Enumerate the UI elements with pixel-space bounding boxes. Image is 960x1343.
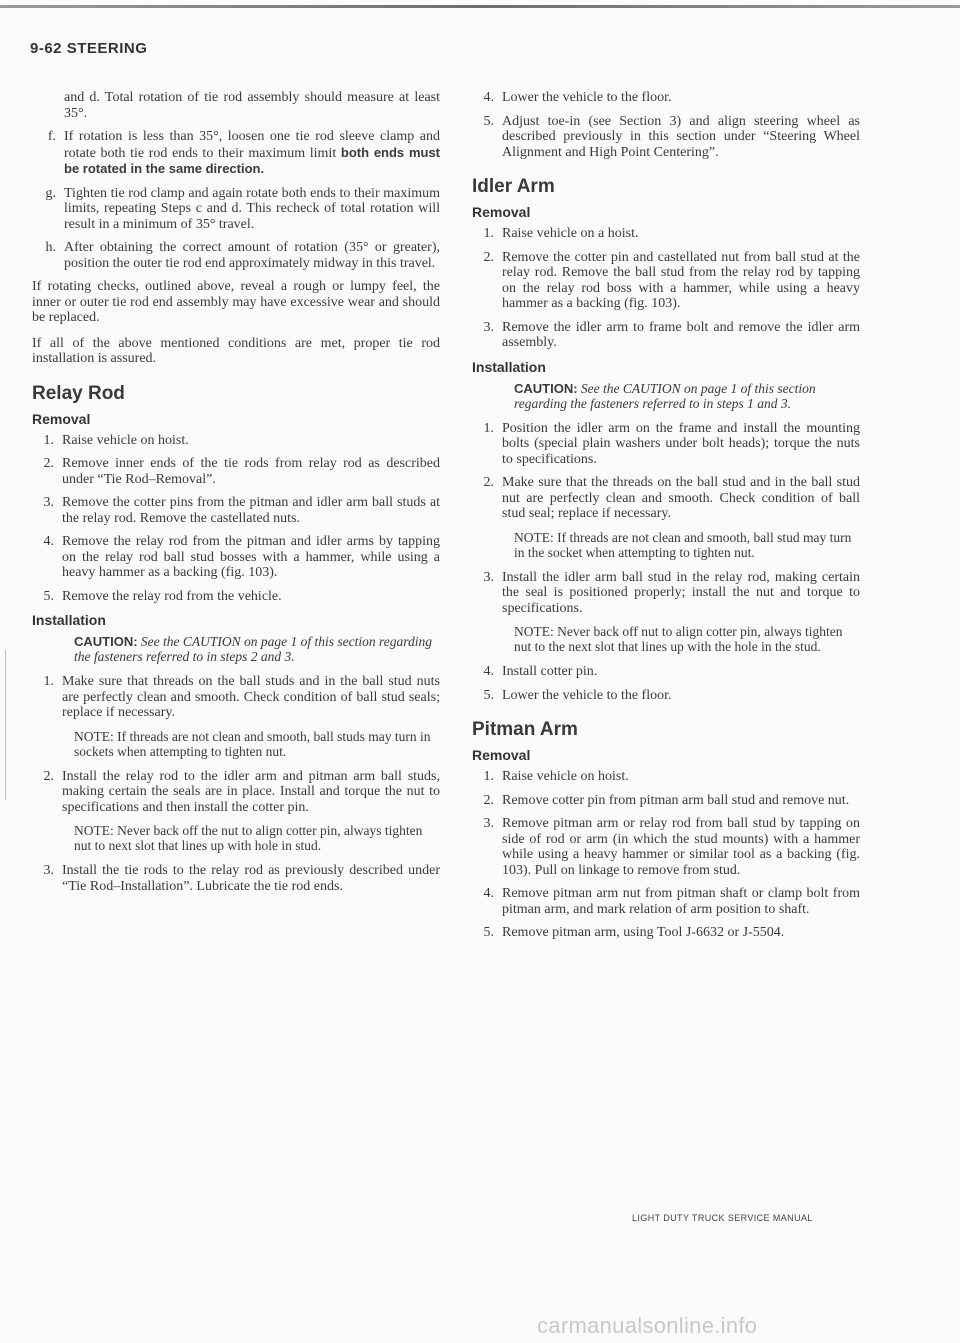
- step-number: 1.: [483, 769, 494, 784]
- emphasis-text: both ends must be rotated in the same direction.: [64, 144, 441, 176]
- step-text: Remove cotter pin from pitman arm ball stud and remove nut.: [502, 792, 850, 808]
- step-number: 1.: [43, 432, 54, 448]
- list-item: [30, 674, 440, 721]
- right-column: [470, 90, 860, 949]
- list-item: [470, 475, 860, 522]
- step-letter: g.: [45, 185, 56, 201]
- step-text: Position the idler arm on the frame and install the mounting bolts (special plain washers under bolt heads); torque the nuts to specifications.: [502, 420, 860, 467]
- step-text: Install the idler arm ball stud in the relay rod, making certain the seal is positioned properly; install the nut and torque to specifications.: [502, 569, 860, 616]
- list-item: [30, 863, 440, 894]
- section-title-relay-rod: Relay Rod: [32, 382, 125, 404]
- list-item: [470, 90, 860, 106]
- caution-text: See the CAUTION on page 1 of this section regarding the fasteners referred to in steps 2 and 3.: [74, 634, 433, 664]
- list-item: [30, 433, 440, 449]
- step-text: Remove pitman arm nut from pitman shaft or clamp bolt from pitman arm, and mark relation of arm position to shaft.: [502, 886, 860, 917]
- step-number: 5.: [43, 588, 54, 604]
- step-text: Make sure that threads on the ball studs and in the ball stud nuts are perfectly clean and smooth. Check condition of ball stud seals; replace if necessary.: [62, 674, 440, 720]
- step-text: Remove the relay rod from the vehicle.: [62, 588, 282, 604]
- step-number: 4.: [43, 534, 54, 549]
- manual-footer: LIGHT DUTY TRUCK SERVICE MANUAL: [632, 1213, 813, 1223]
- list-item: [470, 421, 860, 468]
- step-text: Remove pitman arm or relay rod from ball stud by tapping on side of rod or arm (in which the stud mounts) with a hammer while using a heavy hammer or similar tool as a backing (fig. 103). Pull on linkage to remove from stud.: [502, 816, 860, 878]
- list-item: [470, 664, 860, 680]
- step-text: Tighten tie rod clamp and again rotate both ends to their maximum limits, repeating Steps c and d. This recheck of total rotation will result in a minimum of 35° travel.: [64, 185, 440, 232]
- note: NOTE: Never back off the nut to align cotter pin, always tighten nut to next slot that lines up with hole in stud.: [74, 823, 423, 853]
- step-text: Remove the idler arm to frame bolt and remove the idler arm assembly.: [502, 319, 860, 350]
- step-f: [30, 129, 440, 178]
- subsection-installation: Installation: [472, 358, 546, 375]
- list-item: [30, 534, 440, 581]
- step-text: Lower the vehicle to the floor.: [502, 687, 672, 703]
- step-text: Make sure that the threads on the ball stud and in the ball stud nut are perfectly clean and smooth. Check condition of ball stud seal; replace if necessary.: [502, 475, 860, 521]
- watermark: carmanualsonline.info: [537, 1313, 758, 1338]
- list-item: [470, 570, 860, 617]
- step-number: 3.: [43, 863, 54, 878]
- step-text: Remove inner ends of the tie rods from relay rod as described under “Tie Rod–Removal”.: [62, 456, 440, 487]
- step-text: Install the tie rods to the relay rod as previously described under “Tie Rod–Installation”. Lubricate the tie rod ends.: [62, 863, 440, 894]
- step-text: Lower the vehicle to the floor.: [502, 90, 672, 105]
- step-number: 1.: [483, 226, 494, 241]
- step-text: If rotation is less than 35°, loosen one tie rod sleeve clamp and rotate both tie rod ends to their maximum limit both ends must be rotated in the same direction.: [64, 129, 441, 176]
- step-e-continuation: and d. Total rotation of tie rod assembly should measure at least 35°.: [64, 90, 440, 121]
- step-h: [30, 240, 440, 271]
- subsection-removal: Removal: [32, 410, 91, 427]
- subsection-removal: Removal: [472, 747, 531, 763]
- step-number: 3.: [483, 816, 494, 831]
- list-item: [470, 886, 860, 917]
- step-number: 5.: [483, 925, 494, 940]
- list-item: [30, 456, 440, 487]
- step-g: [30, 186, 440, 233]
- step-number: 3.: [43, 495, 54, 510]
- step-text: Remove the relay rod from the pitman and idler arms by tapping on the relay rod ball stud bosses with a hammer, while using a heavy hammer as a backing (fig. 103).: [62, 534, 440, 580]
- step-number: 1.: [483, 420, 494, 436]
- list-item: [470, 816, 860, 878]
- step-number: 2.: [483, 249, 494, 265]
- step-text: Adjust toe-in (see Section 3) and align steering wheel as described previously in this section under “Steering Wheel Alignment and High Point Centering”.: [502, 113, 860, 160]
- step-letter: h.: [45, 240, 56, 255]
- step-number: 2.: [483, 792, 494, 808]
- step-text: Raise vehicle on hoist.: [502, 769, 629, 784]
- paragraph: If all of the above mentioned conditions are met, proper tie rod installation is assured.: [32, 335, 440, 366]
- section-title-pitman-arm: Pitman Arm: [472, 719, 578, 740]
- note: NOTE: Never back off nut to align cotter pin, always tighten nut to the next slot that lines up with the hole in the stud.: [514, 624, 843, 654]
- caution-text: See the CAUTION on page 1 of this section regarding the fasteners referred to in steps 1 and 3.: [514, 380, 816, 411]
- top-rule: [0, 5, 960, 8]
- step-number: 3.: [483, 569, 494, 585]
- step-number: 5.: [483, 113, 494, 129]
- page-title: 9-62 STEERING: [30, 40, 148, 57]
- step-number: 1.: [43, 674, 54, 689]
- step-text: Remove the cotter pin and castellated nut from ball stud at the relay rod. Remove the ball stud from the relay rod by tapping on the relay rod boss with a hammer, while using a heavy hammer as a backing (fig. 103).: [502, 249, 860, 311]
- list-item: [470, 226, 860, 242]
- caution-label: CAUTION:: [74, 634, 138, 649]
- step-letter: f.: [47, 129, 56, 144]
- caution-note: [514, 381, 860, 411]
- step-number: 2.: [43, 456, 54, 471]
- list-item: [470, 688, 860, 704]
- list-item: [30, 589, 440, 605]
- note: NOTE: If threads are not clean and smooth, ball studs may turn in sockets when attempting to tighten nut.: [74, 728, 431, 759]
- list-item: [30, 769, 440, 816]
- list-item: [30, 495, 440, 526]
- step-number: 4.: [483, 90, 494, 105]
- step-text: Remove the cotter pins from the pitman and idler arm ball studs at the relay rod. Remove the castellated nuts.: [62, 495, 440, 526]
- subsection-removal: Removal: [472, 204, 531, 220]
- list-item: [470, 769, 860, 785]
- step-text: Install the relay rod to the idler arm and pitman arm ball studs, making certain the seals are in place. Install and torque the nut to specifications and then install the cotter pin.: [62, 768, 440, 815]
- caution-label: CAUTION:: [514, 380, 578, 396]
- step-text: Raise vehicle on a hoist.: [502, 226, 639, 241]
- step-number: 5.: [483, 687, 494, 703]
- step-text: Install cotter pin.: [502, 664, 598, 679]
- subsection-installation: Installation: [32, 612, 106, 628]
- list-item: [470, 114, 860, 161]
- note: NOTE: If threads are not clean and smooth, ball stud may turn in the socket when attempting to tighten nut.: [514, 529, 852, 560]
- left-column: [30, 90, 440, 902]
- step-text: Remove pitman arm, using Tool J-6632 or J-5504.: [502, 925, 785, 940]
- step-number: 2.: [43, 768, 54, 784]
- step-number: 2.: [483, 475, 494, 490]
- step-text: After obtaining the correct amount of rotation (35° or greater), position the outer tie rod end approximately midway in this travel.: [64, 240, 440, 271]
- caution-note: [74, 634, 440, 664]
- list-item: [470, 250, 860, 312]
- list-item: [470, 320, 860, 351]
- step-text: Raise vehicle on hoist.: [62, 432, 189, 448]
- step-number: 4.: [483, 664, 494, 679]
- scan-margin-mark: [5, 650, 6, 800]
- list-item: [470, 925, 860, 941]
- step-number: 4.: [483, 886, 494, 901]
- section-title-idler-arm: Idler Arm: [472, 176, 555, 197]
- paragraph: If rotating checks, outlined above, reveal a rough or lumpy feel, the inner or outer tie rod end assembly may have excessive wear and should be replaced.: [32, 279, 440, 325]
- list-item: [470, 793, 860, 809]
- step-number: 3.: [483, 319, 494, 335]
